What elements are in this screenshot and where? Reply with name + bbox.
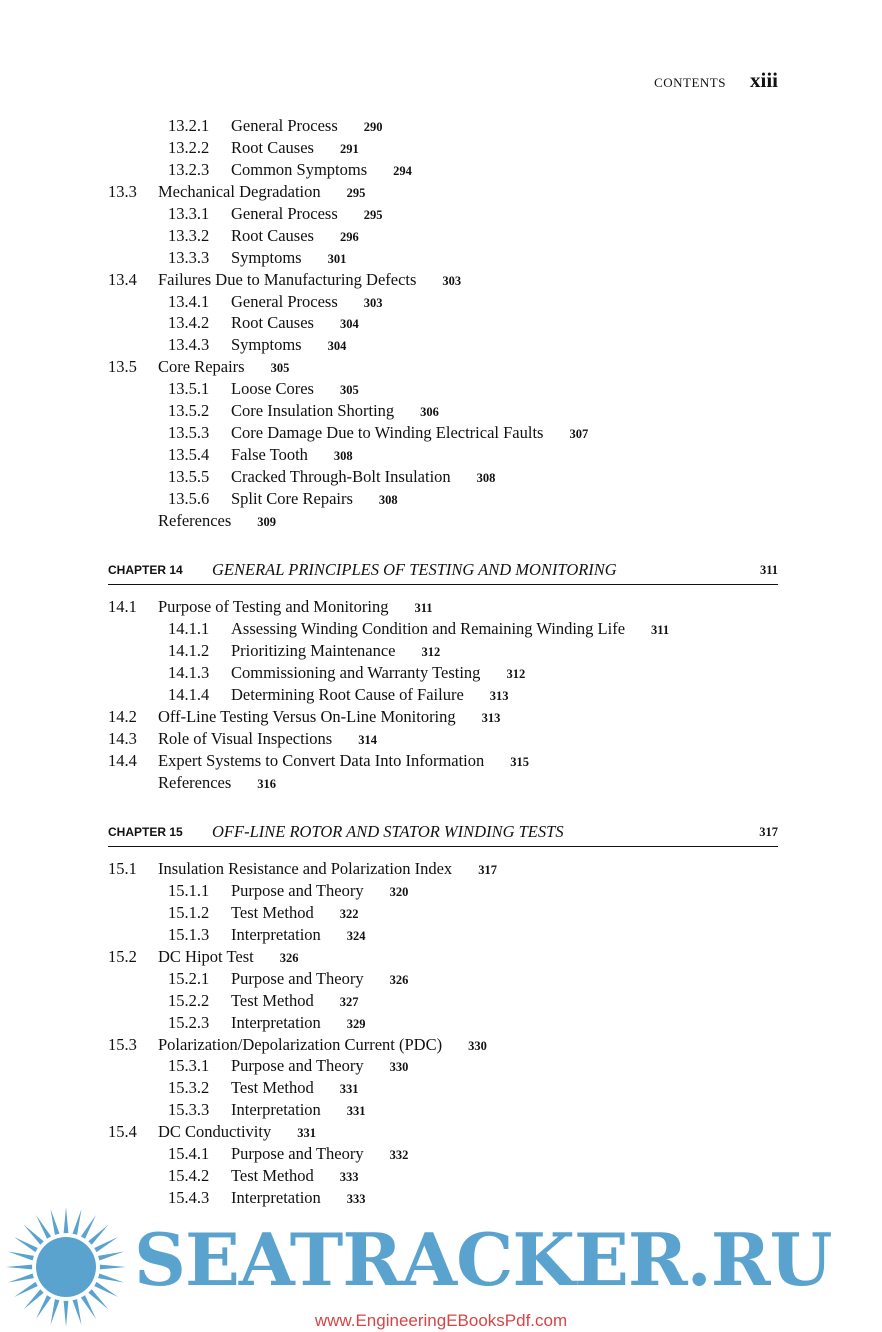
sun-ray	[51, 1209, 60, 1235]
toc-entry-title	[158, 510, 276, 534]
running-header	[654, 68, 778, 93]
sun-ray	[64, 1207, 69, 1233]
toc-entry-number: 14.4	[108, 750, 137, 770]
sun-ray	[88, 1225, 108, 1245]
toc-entry	[108, 137, 778, 159]
chapter-15-heading	[108, 822, 778, 847]
toc-entry	[108, 466, 778, 488]
toc-entry-title	[158, 750, 529, 774]
chapter-14-heading	[108, 560, 778, 585]
toc-entry-page: 295	[346, 185, 366, 200]
toc-entry-page: 331	[297, 1126, 316, 1141]
watermark-brand: SEATRACKER.RU	[134, 1217, 832, 1302]
toc-entry-title	[231, 203, 383, 227]
toc-entry-text: Test Method	[231, 1166, 314, 1186]
toc-entry-page: 303	[363, 295, 383, 310]
toc-entry-text: Interpretation	[231, 1012, 321, 1032]
toc-entry-text: Split Core Repairs	[231, 488, 353, 508]
toc-entry-title	[231, 1055, 408, 1079]
toc-entry-text: Failures Due to Manufacturing Defects	[158, 269, 417, 289]
toc-entry-title	[231, 924, 366, 948]
toc-entry-page: 331	[346, 1104, 366, 1119]
toc-entry-text: Purpose and Theory	[231, 968, 364, 988]
toc-entry-text: References	[158, 510, 232, 530]
toc-entry-number: 15.4.3	[168, 1188, 210, 1208]
toc-entry-text: Root Causes	[231, 225, 314, 245]
toc-entry-page: 311	[651, 622, 670, 637]
toc-entry-page: 301	[327, 251, 347, 266]
sun-ray	[98, 1252, 124, 1261]
toc-references-entry	[108, 510, 778, 532]
toc-entry-title	[158, 1034, 487, 1058]
toc-entry	[108, 356, 778, 378]
toc-entry-page: 314	[358, 732, 377, 747]
toc-entry	[108, 159, 778, 181]
toc-entry-text: Polarization/Depolarization Current (PDC)	[158, 1034, 443, 1054]
toc-entry-title	[231, 378, 359, 402]
toc-entry-title	[231, 444, 353, 468]
toc-entry-number: 13.3.1	[168, 203, 210, 223]
toc-entry-number: 15.1.1	[168, 880, 210, 900]
toc-section-chapter-14	[108, 596, 778, 793]
toc-entry-title	[158, 1121, 316, 1145]
toc-entry-title	[231, 115, 383, 139]
toc-entry	[108, 662, 778, 684]
toc-entry-number: 13.4	[108, 269, 137, 289]
toc-entry-text: Interpretation	[231, 924, 321, 944]
toc-entry-number: 15.2	[108, 946, 137, 966]
toc-entry-page: 308	[333, 449, 353, 464]
toc-entry-number: 13.5.5	[168, 467, 210, 486]
toc-entry-text: Purpose and Theory	[231, 1056, 364, 1076]
toc-entry-number: 15.3	[108, 1034, 137, 1054]
toc-entry	[108, 444, 778, 466]
toc-references-entry	[108, 772, 778, 794]
toc-entry-number: 13.4.2	[168, 313, 210, 333]
toc-entry-text: Purpose and Theory	[231, 1144, 364, 1164]
toc-entry	[108, 181, 778, 203]
toc-entry-page: 332	[389, 1148, 409, 1163]
toc-entry-title	[231, 902, 358, 926]
toc-entry-page: 316	[257, 776, 277, 791]
toc-entry-title	[231, 225, 359, 249]
toc-entry-number: 15.4	[108, 1122, 137, 1142]
toc-entry-text: General Process	[231, 116, 338, 135]
chapter-title: OFF-LINE ROTOR AND STATOR WINDING TESTS	[212, 822, 564, 841]
toc-entry	[108, 946, 778, 968]
toc-entry-page: 333	[339, 1170, 359, 1185]
toc-entry-title	[158, 356, 289, 380]
toc-entry-number: 13.2.3	[168, 159, 210, 179]
sun-ray	[36, 1215, 51, 1239]
toc-entry-page: 326	[279, 950, 299, 965]
toc-entry	[108, 902, 778, 924]
toc-entry	[108, 880, 778, 902]
toc-entry-text: Commissioning and Warranty Testing	[231, 662, 481, 682]
toc-entry-title	[158, 858, 497, 882]
toc-entry	[108, 1055, 778, 1077]
toc-entry	[108, 1165, 778, 1187]
toc-entry-text: Core Repairs	[158, 357, 245, 377]
toc-entry-page: 322	[339, 906, 359, 921]
toc-entry-title	[158, 706, 500, 730]
toc-entry-text: Interpretation	[231, 1188, 321, 1208]
header-page-number: xiii	[749, 68, 778, 92]
toc-entry-number: 13.3	[108, 181, 137, 201]
sun-ray	[81, 1215, 96, 1239]
toc-entry-page: 305	[339, 383, 359, 398]
toc-entry-page: 304	[327, 339, 347, 354]
toc-entry-page: 309	[257, 514, 277, 529]
toc-entry-number: 14.1.2	[168, 640, 210, 660]
toc-entry	[108, 618, 778, 640]
toc-entry-text: Purpose and Theory	[231, 880, 364, 900]
toc-entry	[108, 990, 778, 1012]
toc-entry-page: 324	[346, 928, 366, 943]
toc-entry-title	[231, 312, 359, 336]
toc-entry	[108, 706, 778, 728]
toc-entry-text: Determining Root Cause of Failure	[231, 684, 464, 704]
toc-entry-number: 13.4.3	[168, 335, 210, 355]
toc-entry-page: 333	[346, 1192, 366, 1207]
toc-entry-title	[231, 334, 346, 358]
toc-entry	[108, 640, 778, 662]
toc-entry	[108, 1012, 778, 1034]
sun-ray	[8, 1252, 34, 1261]
toc-entry-number: 13.4.1	[168, 291, 210, 311]
toc-entry-title	[231, 684, 509, 708]
toc-entry	[108, 312, 778, 334]
toc-entry-title	[231, 662, 525, 686]
toc-entry-page: 313	[489, 688, 509, 703]
toc-entry	[108, 378, 778, 400]
toc-entry-title	[231, 968, 408, 992]
toc-entry-title	[231, 466, 495, 490]
toc-entry-text: Interpretation	[231, 1100, 321, 1120]
toc-entry-text: Loose Cores	[231, 379, 314, 399]
toc-entry-page: 326	[389, 972, 409, 987]
watermark-url[interactable]: www.EngineeringEBooksPdf.com	[314, 1311, 568, 1330]
toc-entry-page: 317	[478, 863, 497, 877]
toc-entry-number: 15.2.2	[168, 990, 210, 1010]
toc-entry-text: Core Insulation Shorting	[231, 401, 395, 421]
toc-entry-page: 311	[414, 601, 433, 615]
toc-entry	[108, 1121, 778, 1143]
toc-entry-text: Test Method	[231, 1078, 314, 1098]
sun-ray	[94, 1237, 118, 1252]
toc-entry-title	[231, 488, 398, 512]
toc-entry-text: Prioritizing Maintenance	[231, 640, 396, 660]
toc-entry-page: 303	[442, 273, 462, 288]
sun-ray	[73, 1209, 82, 1235]
toc-entry	[108, 269, 778, 291]
toc-entry-title	[231, 618, 669, 642]
toc-entry	[108, 596, 778, 618]
chapter-page: 311	[759, 563, 778, 577]
toc-entry-text: General Process	[231, 291, 338, 311]
toc-entry-text: Purpose of Testing and Monitoring	[158, 597, 389, 616]
toc-entry	[108, 1099, 778, 1121]
toc-entry-text: General Process	[231, 203, 338, 223]
toc-entry-number: 13.5.3	[168, 423, 210, 443]
toc-entry-number: 14.1.4	[168, 684, 210, 704]
toc-entry-number: 14.3	[108, 728, 137, 748]
toc-entry-text: Symptoms	[231, 247, 302, 267]
toc-section-chapter-13	[108, 115, 778, 532]
toc-entry-number: 15.2.1	[168, 968, 210, 988]
toc-entry-number: 14.2	[108, 706, 137, 726]
toc-entry-title	[231, 137, 359, 161]
toc-entry-number: 15.2.3	[168, 1012, 210, 1032]
toc-entry-text: Test Method	[231, 902, 314, 922]
toc-entry	[108, 684, 778, 706]
chapter-title: GENERAL PRINCIPLES OF TESTING AND MONITORING	[212, 560, 617, 579]
toc-entry-page: 308	[476, 471, 496, 485]
toc-entry-text: Off-Line Testing Versus On-Line Monitoring	[158, 706, 456, 726]
toc-entry-title	[158, 772, 276, 796]
toc-entry-number: 14.1	[108, 597, 137, 616]
chapter-label: CHAPTER 14	[108, 563, 183, 577]
header-label: CONTENTS	[654, 75, 726, 90]
toc-entry	[108, 728, 778, 750]
toc-entry	[108, 1143, 778, 1165]
toc-entry-number: 13.5.6	[168, 488, 210, 508]
toc-entry-number: 13.3.3	[168, 247, 210, 267]
toc-entry-number: 13.5.2	[168, 401, 210, 421]
toc-entry-text: Core Damage Due to Winding Electrical Faults	[231, 423, 544, 443]
toc-entry-number: 15.3.2	[168, 1078, 210, 1098]
toc-entry-title	[231, 400, 439, 424]
toc-entry	[108, 422, 778, 444]
toc-entry-text: DC Conductivity	[158, 1122, 272, 1142]
toc-entry-number: 13.5.1	[168, 379, 210, 399]
toc-entry-title	[158, 596, 433, 620]
toc-entry-page: 330	[468, 1038, 487, 1053]
toc-entry-text: References	[158, 772, 232, 792]
toc-entry-text: Common Symptoms	[231, 159, 368, 179]
toc-entry-page: 320	[389, 884, 409, 899]
toc-entry	[108, 858, 778, 880]
toc-entry-title	[158, 728, 377, 752]
toc-entry-text: False Tooth	[231, 445, 308, 465]
toc-entry-text: Mechanical Degradation	[158, 181, 321, 201]
toc-entry-number: 15.3.1	[168, 1056, 210, 1076]
toc-entry-number: 13.3.2	[168, 225, 210, 245]
chapter-label: CHAPTER 15	[108, 825, 183, 839]
toc-entry-number: 14.1.1	[168, 618, 210, 638]
toc-entry	[108, 400, 778, 422]
toc-entry-text: Root Causes	[231, 313, 314, 333]
toc-entry-title	[231, 1143, 408, 1167]
toc-entry-page: 305	[270, 361, 290, 376]
toc-entry-number: 13.5	[108, 357, 137, 377]
toc-entry-page: 312	[421, 644, 441, 659]
toc-entry-title	[231, 1165, 358, 1189]
toc-section-chapter-15	[108, 858, 778, 1209]
toc-entry-page: 296	[339, 229, 359, 244]
toc-entry-title	[231, 880, 408, 904]
toc-entry	[108, 1034, 778, 1056]
toc-entry-page: 308	[378, 492, 398, 507]
toc-entry-title	[231, 640, 440, 664]
toc-entry-page: 327	[339, 994, 359, 1009]
toc-entry	[108, 968, 778, 990]
toc-entry	[108, 225, 778, 247]
toc-entry	[108, 924, 778, 946]
toc-entry-title	[158, 269, 461, 293]
toc-entry-title	[231, 159, 412, 183]
watermark	[0, 1205, 882, 1332]
toc-entry-page: 291	[339, 141, 359, 156]
toc-entry	[108, 115, 778, 137]
toc-entry-text: Cracked Through-Bolt Insulation	[231, 467, 451, 486]
toc-entry-number: 14.1.3	[168, 662, 210, 682]
toc-entry	[108, 291, 778, 313]
toc-entry-page: 330	[389, 1060, 409, 1075]
toc-entry-page: 312	[506, 666, 526, 681]
toc-entry-page: 294	[393, 163, 412, 178]
toc-entry-page: 331	[339, 1082, 359, 1097]
toc-entry-number: 15.1.2	[168, 902, 210, 922]
toc-entry-number: 13.5.4	[168, 445, 210, 465]
toc-entry-text: Test Method	[231, 990, 314, 1010]
chapter-page: 317	[759, 825, 778, 839]
toc-entry-title	[231, 1012, 366, 1036]
toc-entry-text: Expert Systems to Convert Data Into Information	[158, 750, 485, 770]
toc-entry-page: 313	[481, 710, 501, 725]
toc-entry-number: 15.3.3	[168, 1100, 210, 1120]
toc-entry-page: 329	[346, 1016, 366, 1031]
toc-entry	[108, 203, 778, 225]
toc-entry-title	[231, 247, 346, 271]
toc-entry-page: 315	[510, 754, 530, 769]
toc-entry-number: 13.2.2	[168, 137, 210, 157]
toc-entry-text: Assessing Winding Condition and Remaining Winding Life	[231, 618, 626, 638]
toc-entry-number: 15.1.3	[168, 924, 210, 944]
sun-ray	[14, 1237, 38, 1252]
toc-entry-page: 304	[339, 317, 359, 332]
toc-entry	[108, 1077, 778, 1099]
toc-entry-page: 307	[569, 427, 589, 442]
toc-entry-page: 290	[363, 120, 383, 134]
toc-entry	[108, 488, 778, 510]
toc-entry-text: Insulation Resistance and Polarization Index	[158, 859, 453, 878]
toc-entry-number: 15.4.2	[168, 1166, 210, 1186]
toc-entry-number: 15.4.1	[168, 1144, 210, 1164]
toc-entry-text: Role of Visual Inspections	[158, 728, 333, 748]
toc-entry-title	[231, 291, 383, 315]
toc-entry-text: Root Causes	[231, 137, 314, 157]
toc-entry-page: 295	[363, 207, 383, 222]
toc-entry-number: 15.1	[108, 859, 137, 878]
toc-entry	[108, 750, 778, 772]
toc-entry-title	[158, 181, 365, 205]
toc-entry-title	[231, 1099, 366, 1123]
toc-entry-number: 13.2.1	[168, 116, 210, 135]
toc-entry-title	[158, 946, 298, 970]
toc-entry-text: DC Hipot Test	[158, 946, 254, 966]
toc-entry-text: Symptoms	[231, 335, 302, 355]
toc-entry-title	[231, 1077, 358, 1101]
sun-ray	[24, 1225, 44, 1245]
toc-entry-title	[231, 990, 358, 1014]
toc-entry	[108, 247, 778, 269]
toc-entry-title	[231, 422, 588, 446]
toc-entry	[108, 334, 778, 356]
toc-entry-page: 306	[420, 405, 439, 420]
